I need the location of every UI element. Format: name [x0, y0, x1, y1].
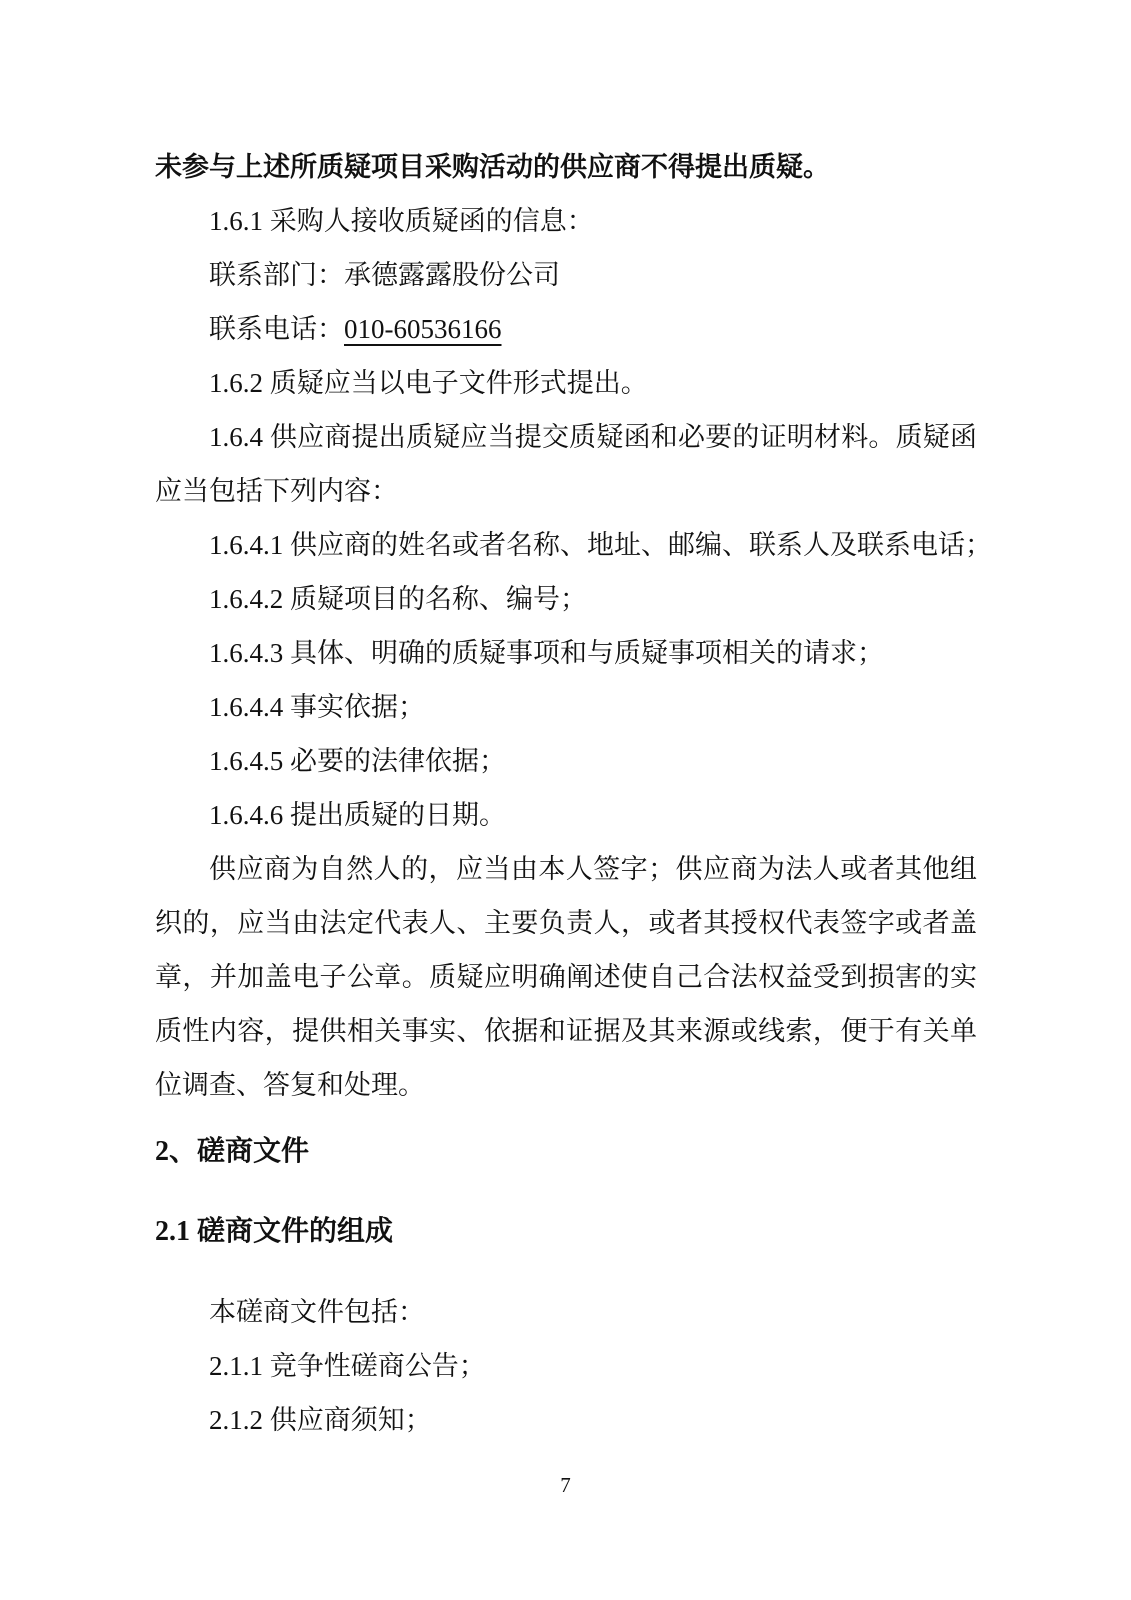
section-2-1-subheading: 2.1 磋商文件的组成	[155, 1216, 394, 1247]
item-1-6-4-line1: 1.6.4 供应商提出质疑应当提交质疑函和必要的证明材料。质疑函	[209, 422, 977, 452]
contact-phone-label: 联系电话：	[209, 314, 344, 344]
item-1-6-1: 1.6.1 采购人接收质疑函的信息：	[209, 206, 594, 236]
paragraph-intro-no-query: 未参与上述所质疑项目采购活动的供应商不得提出质疑。	[155, 152, 830, 182]
item-2-1-2: 2.1.2 供应商须知；	[209, 1405, 432, 1435]
section-2-heading: 2、磋商文件	[155, 1136, 310, 1167]
item-1-6-4-1: 1.6.4.1 供应商的姓名或者名称、地址、邮编、联系人及联系电话；	[209, 530, 992, 560]
signature-paragraph-line4: 质性内容，提供相关事实、依据和证据及其来源或线索，便于有关单	[155, 1016, 977, 1046]
includes-intro-line: 本磋商文件包括：	[209, 1297, 425, 1327]
item-1-6-4-4: 1.6.4.4 事实依据；	[209, 692, 425, 722]
contact-phone-line	[155, 302, 977, 356]
item-1-6-2: 1.6.2 质疑应当以电子文件形式提出。	[209, 368, 648, 398]
page-number: 7	[560, 1473, 571, 1497]
contact-department-line: 联系部门：承德露露股份公司	[209, 260, 560, 290]
signature-paragraph-line5: 位调查、答复和处理。	[155, 1070, 425, 1100]
document-body	[155, 140, 992, 1447]
contact-phone-number: 010-60536166	[344, 314, 502, 344]
item-1-6-4-3: 1.6.4.3 具体、明确的质疑事项和与质疑事项相关的请求；	[209, 638, 884, 668]
signature-paragraph-line2: 织的，应当由法定代表人、主要负责人，或者其授权代表签字或者盖	[155, 908, 977, 938]
item-1-6-4-2: 1.6.4.2 质疑项目的名称、编号；	[209, 584, 587, 614]
item-1-6-4-line2: 应当包括下列内容：	[155, 476, 398, 506]
signature-paragraph-line3: 章，并加盖电子公章。质疑应明确阐述使自己合法权益受到损害的实	[155, 962, 977, 992]
item-2-1-1: 2.1.1 竞争性磋商公告；	[209, 1351, 486, 1381]
item-1-6-4-6: 1.6.4.6 提出质疑的日期。	[209, 800, 506, 830]
item-1-6-4-5: 1.6.4.5 必要的法律依据；	[209, 746, 506, 776]
signature-paragraph-line1: 供应商为自然人的，应当由本人签字；供应商为法人或者其他组	[209, 854, 977, 884]
